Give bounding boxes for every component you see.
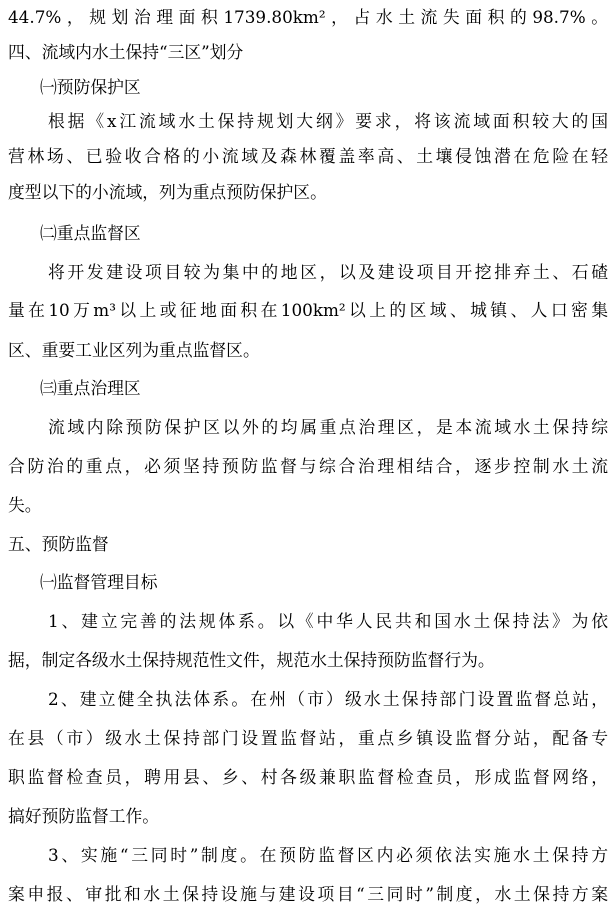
body-line: 将开发建设项目较为集中的地区，以及建设项目开挖排弃土、石碴 [48, 262, 608, 282]
body-line: 在县（市）级水土保持部门设置监督站，重点乡镇设监督分站，配备专 [8, 728, 608, 748]
body-line: 职监督检查员，聘用县、乡、村各级兼职监督检查员，形成监督网络， [8, 767, 608, 787]
section-heading: 四、流域内水土保持“三区”划分 [8, 42, 244, 62]
section-heading: 五、预防监督 [8, 534, 109, 554]
subsection-heading: ㈠监督管理目标 [40, 572, 158, 592]
subsection-heading: ㈡重点监督区 [40, 223, 141, 243]
body-line: 营林场、已验收合格的小流域及森林覆盖率高、土壤侵蚀潜在危险在轻 [8, 146, 608, 166]
body-line: 1、建立完善的法规体系。以《中华人民共和国水土保持法》为依 [48, 611, 608, 631]
body-line: 合防治的重点，必须坚持预防监督与综合治理相结合，逐步控制水土流 [8, 456, 608, 476]
body-line: 度型以下的小流域，列为重点预防保护区。 [8, 182, 327, 202]
body-line: 量在10万m³以上或征地面积在100km²以上的区域、城镇、人口密集 [8, 300, 608, 320]
body-line: 失。 [8, 495, 42, 515]
body-line: 2、建立健全执法体系。在州（市）级水土保持部门设置监督总站， [48, 689, 608, 709]
body-line: 44.7%，规划治理面积1739.80km²，占水土流失面积的98.7%。 [8, 7, 608, 27]
subsection-heading: ㈢重点治理区 [40, 378, 141, 398]
body-line: 据，制定各级水土保持规范性文件，规范水土保持预防监督行为。 [8, 650, 495, 670]
body-line: 流域内除预防保护区以外的均属重点治理区，是本流域水土保持综 [48, 417, 608, 437]
body-line: 根据《x江流域水土保持规划大纲》要求，将该流域面积较大的国 [48, 111, 608, 131]
body-line: 搞好预防监督工作。 [8, 806, 160, 826]
body-line: 区、重要工业区列为重点监督区。 [8, 340, 260, 360]
body-line: 3、实施“三同时”制度。在预防监督区内必须依法实施水土保持方 [48, 845, 608, 865]
subsection-heading: ㈠预防保护区 [40, 77, 141, 97]
body-line: 案申报、审批和水土保持设施与建设项目“三同时”制度，水土保持方案 [8, 884, 608, 904]
